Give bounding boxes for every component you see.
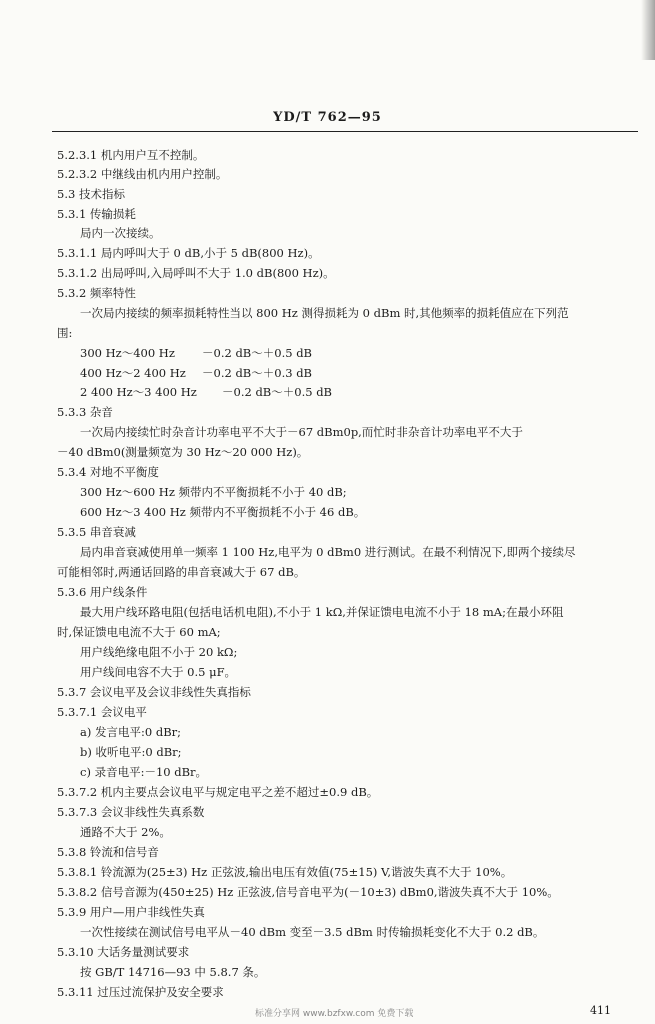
paragraph: 600 Hz～3 400 Hz 频带内不平衡损耗不小于 46 dB。 [80,505,366,519]
paragraph: 按 GB/T 14716—93 中 5.8.7 条。 [80,965,266,979]
paragraph-cont: 围: [57,326,73,340]
paragraph: 最大用户线环路电阻(包括电话机电阻),不小于 1 kΩ,并保证馈电电流不小于 18 mA;在最小环阻 [80,605,564,619]
clause-5-3-7-3-heading: 5.3.7.3 会议非线性失真系数 [57,805,205,819]
paragraph: 局内一次接续。 [80,226,161,240]
freq-value: －0.2 dB～＋0.5 dB [202,346,313,360]
clause-5-3-5-heading: 5.3.5 串音衰减 [57,525,136,539]
freq-range: 400 Hz～2 400 Hz [80,366,186,380]
clause-5-3-4-heading: 5.3.4 对地不平衡度 [57,465,159,479]
paragraph: 一次局内接续忙时杂音计功率电平不大于－67 dBm0p,而忙时非杂音计功率电平不大于 [80,425,523,439]
clause-5-3-7-2: 5.3.7.2 机内主要点会议电平与规定电平之差不超过±0.9 dB。 [57,785,379,799]
list-item: b) 收听电平:0 dBr; [80,745,182,759]
scan-edge-shadow [641,0,655,60]
freq-value: －0.2 dB～＋0.5 dB [222,385,333,399]
paragraph: 一次局内接续的频率损耗特性当以 800 Hz 测得损耗为 0 dBm 时,其他频率的损耗值应在下列范 [80,306,569,320]
freq-table-row [80,366,655,380]
clause-5-3-11-heading: 5.3.11 过压过流保护及安全要求 [57,985,224,999]
clause-5-3-1-2: 5.3.1.2 出局呼叫,入局呼叫不大于 1.0 dB(800 Hz)。 [57,266,335,280]
section-5-3-heading: 5.3 技术指标 [57,187,125,201]
paragraph: 用户线绝缘电阻不小于 20 kΩ; [80,645,238,659]
paragraph: 一次性接续在测试信号电平从－40 dBm 变至－3.5 dBm 时传输损耗变化不大于 0.2 dB。 [80,925,545,939]
header-rule [52,131,638,132]
freq-table-row [80,346,655,360]
paragraph: 通路不大于 2%。 [80,825,171,839]
clause-5-3-1-heading: 5.3.1 传输损耗 [57,207,136,221]
clause-5-3-8-2: 5.3.8.2 信号音源为(450±25) Hz 正弦波,信号音电平为(－10±3) dBm0,谐波失真不大于 10%。 [57,885,559,899]
clause-5-3-10-heading: 5.3.10 大话务量测试要求 [57,945,190,959]
clause-5-3-8-1: 5.3.8.1 铃流源为(25±3) Hz 正弦波,输出电压有效值(75±15) V,谐波失真不大于 10%。 [57,865,513,879]
clause-5-3-2-heading: 5.3.2 频率特性 [57,286,136,300]
paragraph: 300 Hz～600 Hz 频带内不平衡损耗不小于 40 dB; [80,485,347,499]
clause-5-2-3-1: 5.2.3.1 机内用户互不控制。 [57,148,205,162]
list-item: a) 发言电平:0 dBr; [80,725,182,739]
clause-5-3-3-heading: 5.3.3 杂音 [57,405,113,419]
standard-code: YD/T 762—95 [273,110,382,125]
freq-value: －0.2 dB～＋0.3 dB [202,366,313,380]
clause-5-2-3-2: 5.2.3.2 中继线由机内用户控制。 [57,167,228,181]
list-item: c) 录音电平:－10 dBr。 [80,765,208,779]
clause-5-3-8-heading: 5.3.8 铃流和信号音 [57,845,159,859]
clause-5-3-7-heading: 5.3.7 会议电平及会议非线性失真指标 [57,685,251,699]
paragraph: 用户线间电容不大于 0.5 μF。 [80,665,237,679]
paragraph-cont: 时,保证馈电电流不大于 60 mA; [57,625,221,639]
clause-5-3-9-heading: 5.3.9 用户—用户非线性失真 [57,905,205,919]
paragraph-cont: －40 dBm0(测量频宽为 30 Hz～20 000 Hz)。 [57,445,309,459]
page-number: 411 [590,1004,611,1017]
freq-table-row [80,385,655,399]
watermark: 标准分享网 www.bzfxw.com 免费下载 [255,1009,414,1019]
paragraph-cont: 可能相邻时,两通话回路的串音衰减大于 67 dB。 [57,565,306,579]
paragraph: 局内串音衰减使用单一频率 1 100 Hz,电平为 0 dBm0 进行测试。在最不利情况下,即两个接续尽 [80,545,576,559]
freq-range: 300 Hz～400 Hz [80,346,175,360]
clause-5-3-1-1: 5.3.1.1 局内呼叫大于 0 dB,小于 5 dB(800 Hz)。 [57,246,320,260]
clause-5-3-7-1-heading: 5.3.7.1 会议电平 [57,705,147,719]
freq-range: 2 400 Hz～3 400 Hz [80,385,197,399]
clause-5-3-6-heading: 5.3.6 用户线条件 [57,585,148,599]
